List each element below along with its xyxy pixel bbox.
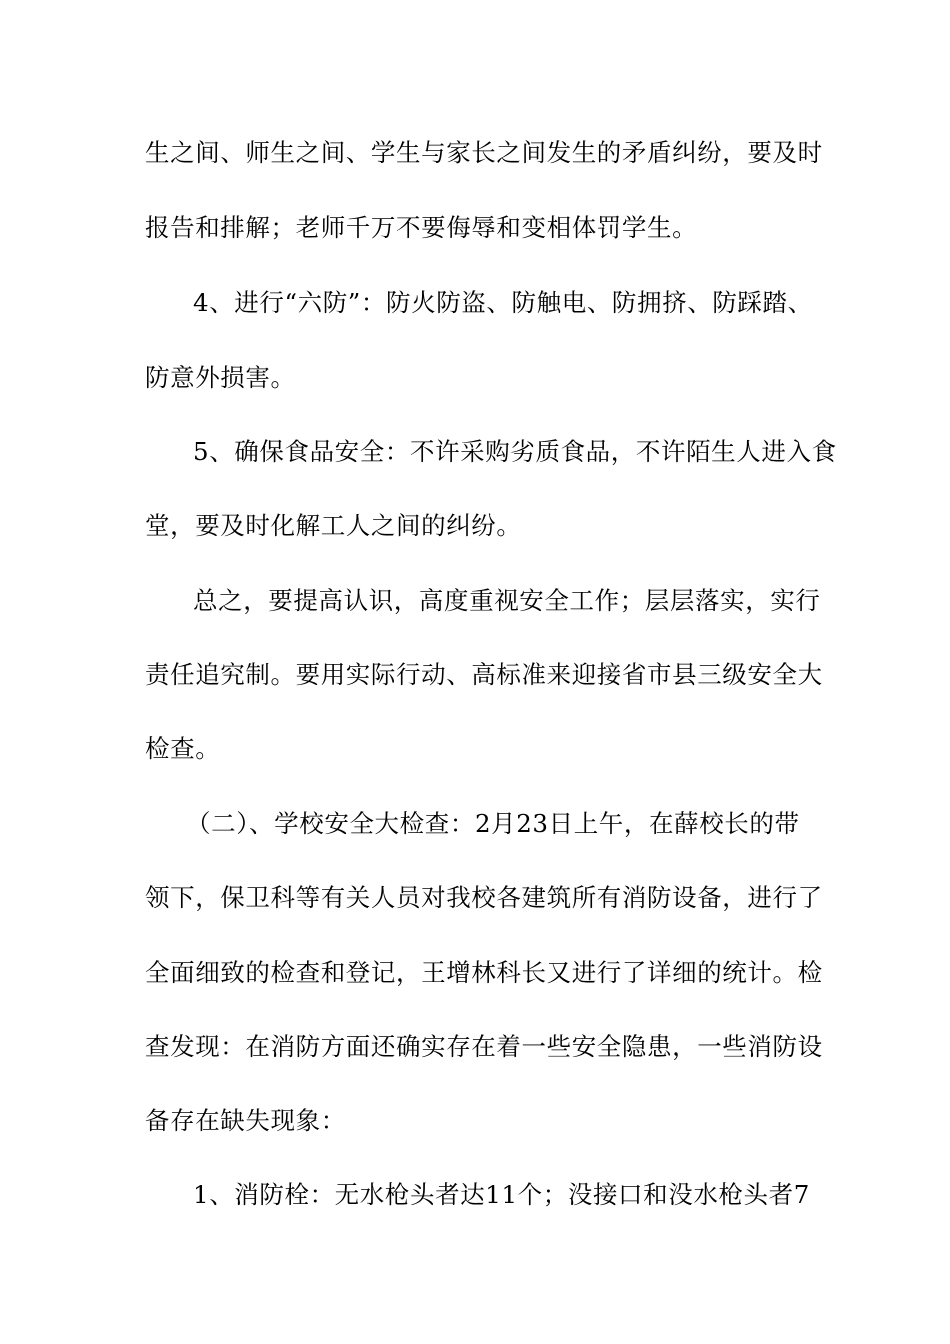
text-line: 生之间、师生之间、学生与家长之间发生的矛盾纠纷，要及时 xyxy=(145,138,823,167)
text-line: 备存在缺失现象： xyxy=(145,1106,346,1135)
text-line: 防意外损害。 xyxy=(145,363,296,392)
text-line: （二）、学校安全大检查：2月23日上午，在薛校长的带 xyxy=(186,809,800,838)
text-line: 报告和排解；老师千万不要侮辱和变相体罚学生。 xyxy=(145,213,698,242)
text-line: 4、进行“六防”：防火防盗、防触电、防拥挤、防踩踏、 xyxy=(193,288,813,317)
text-line: 责任追究制。要用实际行动、高标准来迎接省市县三级安全大 xyxy=(145,660,823,689)
text-line: 领下，保卫科等有关人员对我校各建筑所有消防设备，进行了 xyxy=(145,883,823,912)
text-line: 检查。 xyxy=(145,734,221,763)
text-line: 查发现：在消防方面还确实存在着一些安全隐患，一些消防设 xyxy=(145,1032,823,1061)
text-line: 堂，要及时化解工人之间的纠纷。 xyxy=(145,511,522,540)
text-line: 1、消防栓：无水枪头者达11个；没接口和没水枪头者7 xyxy=(193,1180,810,1209)
text-line: 全面细致的检查和登记，王增林科长又进行了详细的统计。检 xyxy=(145,958,823,987)
text-line: 5、确保食品安全：不许采购劣质食品，不许陌生人进入食 xyxy=(193,437,837,466)
text-line: 总之，要提高认识，高度重视安全工作；层层落实，实行 xyxy=(193,586,821,615)
